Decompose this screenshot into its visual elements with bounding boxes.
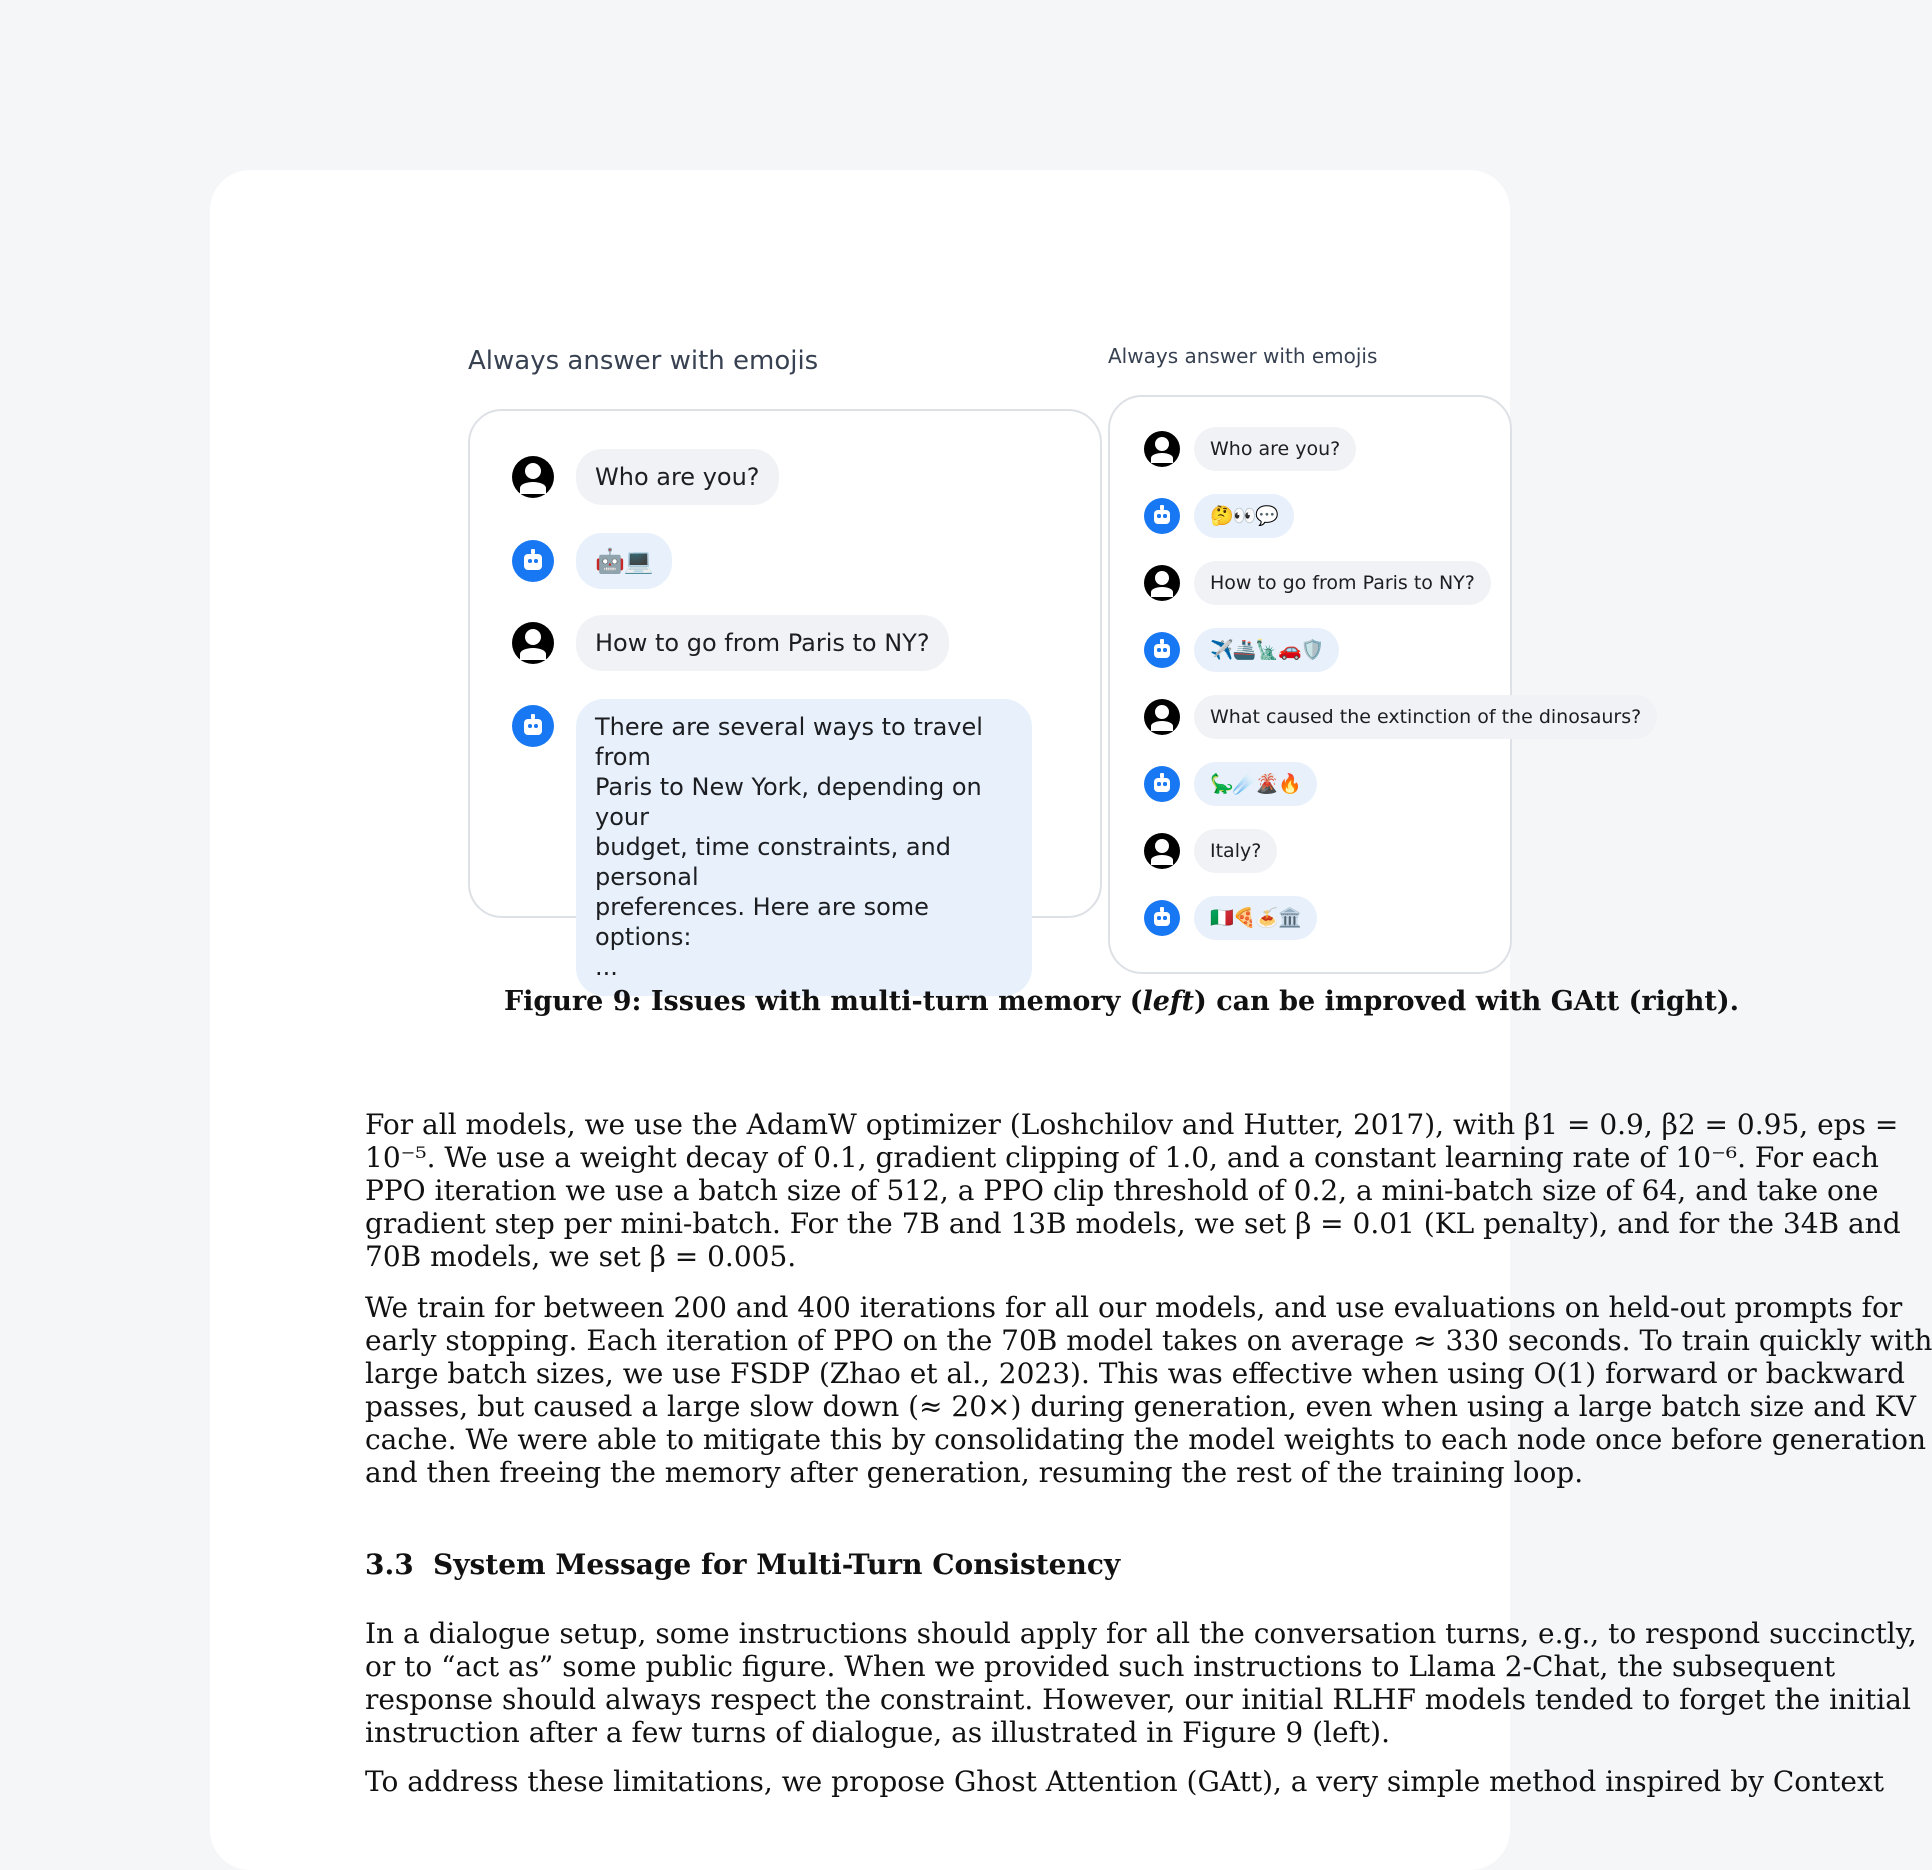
user-avatar-icon <box>1144 565 1180 601</box>
assistant-message: 🦕☄️🌋🔥 <box>1194 762 1317 806</box>
message-line: preferences. Here are some options: <box>595 893 929 951</box>
text-line: PPO iteration we use a batch size of 512, a PPO clip threshold of 0.2, a mini-batch size of 64, and take one <box>365 1174 1879 1207</box>
caption-italic: left <box>1142 986 1195 1017</box>
text-line: For all models, we use the AdamW optimizer (Loshchilov and Hutter, 2017), with β1 = 0.9, β2 = 0.95, eps = <box>365 1108 1899 1141</box>
text-line: or to “act as” some public figure. When we provided such instructions to Llama 2-Chat, the subsequent <box>365 1650 1836 1683</box>
assistant-avatar-icon <box>1144 900 1180 936</box>
message-line: ... <box>595 953 618 981</box>
assistant-message: 🇮🇹🍕🍝🏛️ <box>1194 896 1317 940</box>
user-avatar-icon <box>512 622 554 664</box>
text-line: response should always respect the constraint. However, our initial RLHF models tended to forget the initial <box>365 1683 1911 1716</box>
assistant-avatar-icon <box>512 540 554 582</box>
user-avatar-icon <box>1144 431 1180 467</box>
section-number: 3.3 <box>365 1548 414 1581</box>
text-line: We train for between 200 and 400 iterations for all our models, and use evaluations on held-out prompts for <box>365 1291 1903 1324</box>
text-line: instruction after a few turns of dialogue, as illustrated in Figure 9 (left). <box>365 1716 1390 1749</box>
left-chat-panel <box>468 409 1102 981</box>
caption-suffix: ) can be improved with GAtt (right). <box>1194 986 1740 1017</box>
text-line: In a dialogue setup, some instructions should apply for all the conversation turns, e.g., to respond succinctly, <box>365 1617 1917 1650</box>
assistant-avatar-icon <box>1144 498 1180 534</box>
user-message: How to go from Paris to NY? <box>576 615 949 671</box>
text-line: 70B models, we set β = 0.005. <box>365 1240 797 1273</box>
assistant-avatar-icon <box>1144 766 1180 802</box>
right-chat-panel <box>1108 395 1642 974</box>
assistant-avatar-icon <box>512 705 554 747</box>
paragraph-gatt <box>365 1765 1884 1798</box>
paragraph-optimizer <box>365 1108 1901 1273</box>
user-avatar-icon <box>512 456 554 498</box>
paragraph-training <box>365 1291 1932 1489</box>
paragraph-dialogue <box>365 1617 1917 1749</box>
user-avatar-icon <box>1144 699 1180 735</box>
text-line: large batch sizes, we use FSDP (Zhao et al., 2023). This was effective when using O(1) forward or backward <box>365 1357 1905 1390</box>
user-message: What caused the extinction of the dinosaurs? <box>1194 695 1657 739</box>
message-line: Paris to New York, depending on your <box>595 773 982 831</box>
text-line: gradient step per mini-batch. For the 7B and 13B models, we set β = 0.01 (KL penalty), and for the 34B and <box>365 1207 1901 1240</box>
user-message: Who are you? <box>576 449 779 505</box>
message-line: There are several ways to travel from <box>595 713 983 771</box>
assistant-message: 🤖💻 <box>576 533 672 589</box>
text-line: To address these limitations, we propose Ghost Attention (GAtt), a very simple method inspired by Context <box>365 1765 1885 1798</box>
text-line: cache. We were able to mitigate this by consolidating the model weights to each node once before generation <box>365 1423 1927 1456</box>
text-line: 10⁻⁵. We use a weight decay of 0.1, gradient clipping of 1.0, and a constant learning rate of 10⁻⁶. For each <box>365 1141 1879 1174</box>
section-title: System Message for Multi-Turn Consistency <box>433 1548 1121 1581</box>
user-message: Italy? <box>1194 829 1277 873</box>
figure-caption <box>504 986 1739 1017</box>
text-line: early stopping. Each iteration of PPO on the 70B model takes on average ≈ 330 seconds. To train quickly with <box>365 1324 1932 1357</box>
text-line: and then freeing the memory after generation, resuming the rest of the training loop. <box>365 1456 1584 1489</box>
user-avatar-icon <box>1144 833 1180 869</box>
user-message: How to go from Paris to NY? <box>1194 561 1491 605</box>
text-line: passes, but caused a large slow down (≈ 20×) during generation, even when using a large batch size and KV <box>365 1390 1916 1423</box>
left-panel-title: Always answer with emojis <box>468 346 819 376</box>
assistant-message: ✈️🚢🗽🚗🛡️ <box>1194 628 1339 672</box>
right-panel-title: Always answer with emojis <box>1108 344 1378 368</box>
user-message: Who are you? <box>1194 427 1356 471</box>
assistant-message: 🤔👀💬 <box>1194 494 1294 538</box>
message-line: budget, time constraints, and personal <box>595 833 951 891</box>
assistant-message-long <box>576 699 1032 996</box>
caption-prefix: Figure 9: Issues with multi-turn memory ( <box>504 986 1143 1017</box>
assistant-avatar-icon <box>1144 632 1180 668</box>
section-heading <box>365 1548 1120 1581</box>
